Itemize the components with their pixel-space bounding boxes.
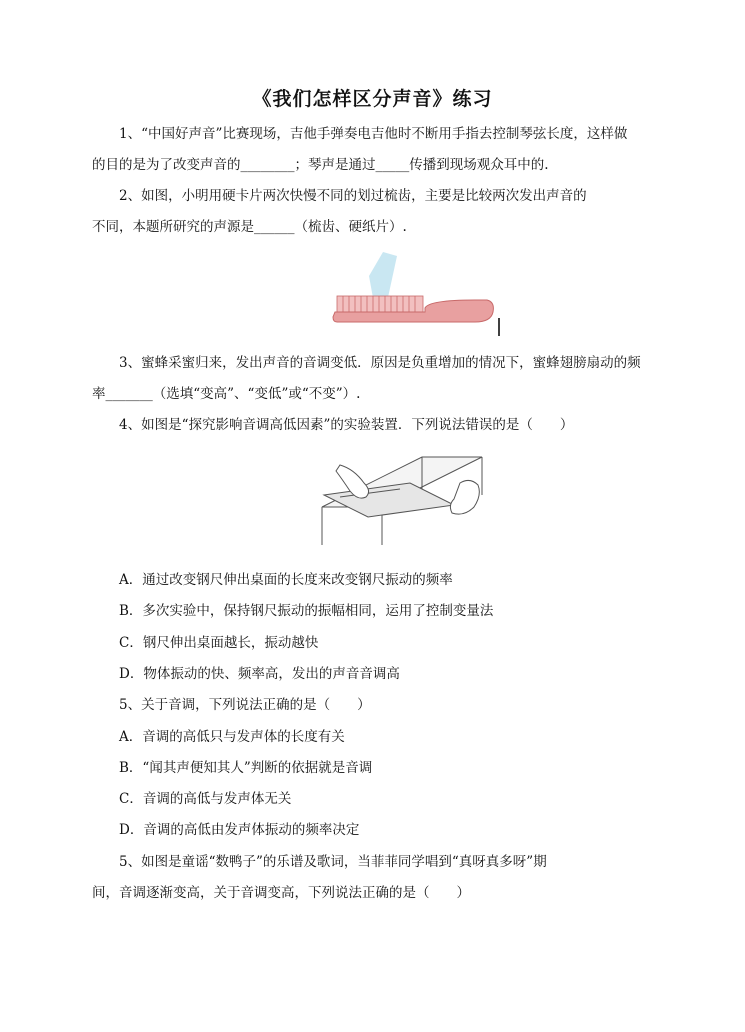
q2-line1: 2、如图，小明用硬卡片两次快慢不同的划过梳齿，主要是比较两次发出声音的 xyxy=(119,188,587,204)
q5a-option-d: D．音调的高低由发声体振动的频率决定 xyxy=(119,822,360,838)
q3-line1: 3、蜜蜂采蜜归来，发出声音的音调变低．原因是负重增加的情况下，蜜蜂翅膀扇动的频 xyxy=(119,355,641,371)
comb-teeth xyxy=(337,296,423,312)
q1-line1: 1、“中国好声音”比赛现场，吉他手弹奏电吉他时不断用手指去控制琴弦长度，这样做 xyxy=(119,126,628,142)
q4-option-d: D．物体振动的快、频率高，发出的声音音调高 xyxy=(119,666,400,682)
q4-option-a: A．通过改变钢尺伸出桌面的长度来改变钢尺振动的频率 xyxy=(119,572,453,588)
q1-line2: 的目的是为了改变声音的________；琴声是通过_____传播到现场观众耳中的. xyxy=(92,157,549,173)
page-title: 《我们怎样区分声音》练习 xyxy=(252,88,493,110)
q5a-option-c: C．音调的高低与发声体无关 xyxy=(119,791,292,807)
q5a-stem: 5、关于音调，下列说法正确的是（ ） xyxy=(119,697,371,713)
right-hand xyxy=(450,480,479,514)
q4-stem: 4、如图是“探究影响音调高低因素”的实验装置．下列说法错误的是（ ） xyxy=(119,417,574,433)
q5b-line2: 间，音调逐渐变高，关于音调变高，下列说法正确的是（ ） xyxy=(92,885,470,901)
q4-option-b: B．多次实验中，保持钢尺振动的振幅相同，运用了控制变量法 xyxy=(119,603,494,619)
ruler-table-figure xyxy=(320,455,490,547)
q5a-option-b: B．“闻其声便知其人”判断的依据就是音调 xyxy=(119,760,373,776)
comb-and-card-figure xyxy=(325,252,515,338)
steel-ruler xyxy=(324,483,454,517)
q5a-option-a: A．音调的高低只与发声体的长度有关 xyxy=(119,729,345,745)
q2-line2: 不同，本题所研究的声源是______（梳齿、硬纸片）. xyxy=(92,219,407,235)
q5b-line1: 5、如图是童谣“数鸭子”的乐谱及歌词，当菲菲同学唱到“真呀真多呀”期 xyxy=(119,854,547,870)
q4-option-c: C．钢尺伸出桌面越长，振动越快 xyxy=(119,635,319,651)
hard-card-shape xyxy=(369,252,397,302)
q3-line2: 率_______（选填“变高”、“变低”或“不变”）. xyxy=(92,386,361,402)
